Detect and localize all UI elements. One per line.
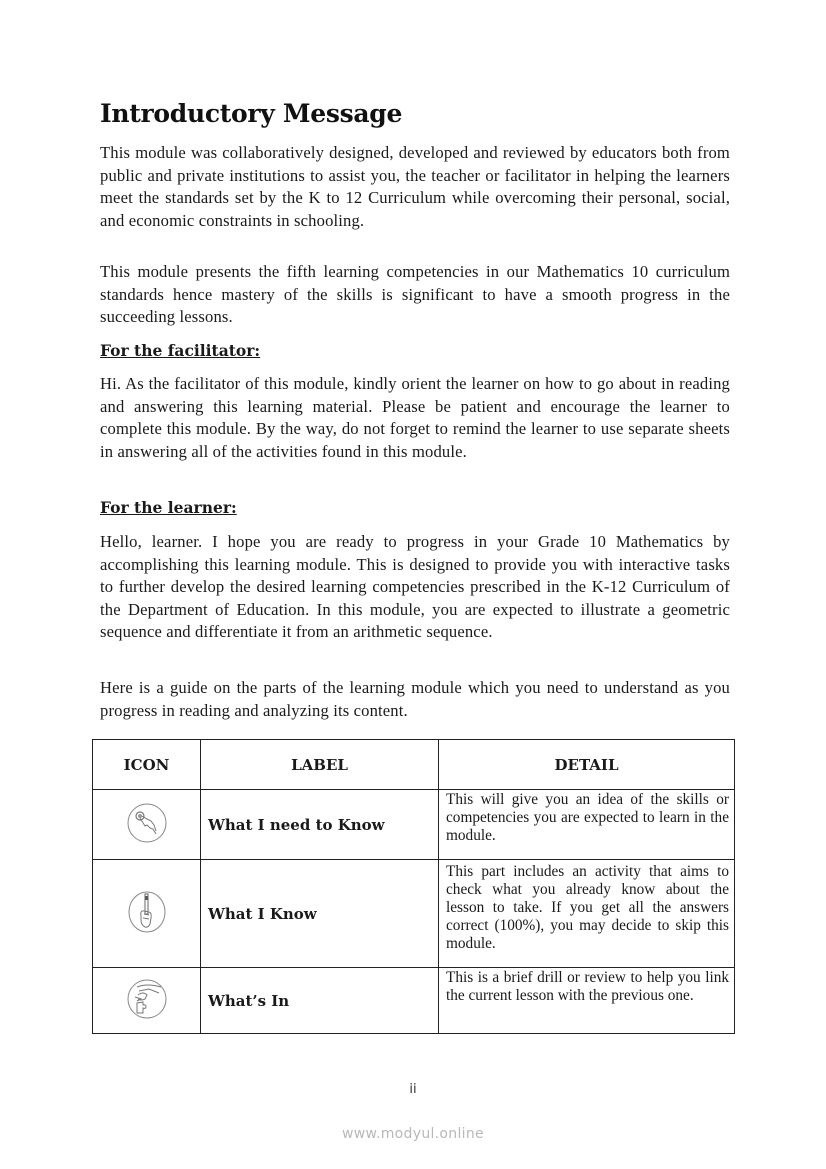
label-cell: What I need to Know [201,790,439,860]
table-row [93,860,735,968]
page-title: Introductory Message [100,99,403,128]
icon-cell [93,968,201,1034]
table-row [93,790,735,860]
facilitator-paragraph: Hi. As the facilitator of this module, kindly orient the learner on how to go about in reading and answering this learning material. Please be patient and encourage the learner to complete this module. By the way, do not forget to remind the learner to use separate sheets in answering all of the activities found in this module. [100,374,730,461]
detail-cell: This is a brief drill or review to help you link the current lesson with the previous one. [439,968,735,1034]
facilitator-heading: For the facilitator: [100,341,261,360]
page-number: ii [409,1082,417,1097]
icon-cell [93,790,201,860]
icon-cell [93,860,201,968]
learner-paragraph: Hello, learner. I hope you are ready to progress in your Grade 10 Mathematics by accomplishing this learning module. This is designed to provide you with interactive tasks to further develop the desired learning competencies prescribed in the K-12 Curriculum of the Department of Education. In this module, you are expected to illustrate a geometric sequence and differentiate it from an arithmetic sequence. [100,532,730,641]
intro-paragraph: This module was collaboratively designed, developed and reviewed by educators both from public and private institutions to assist you, the teacher or facilitator in helping the learners meet the standards set by the K to 12 Curriculum while overcoming their personal, social, and economic constraints in schooling. [100,143,730,230]
header-detail: DETAIL [439,740,735,790]
module-guide-table [92,739,735,1034]
table-header-row [93,740,735,790]
detail-cell: This will give you an idea of the skills or competencies you are expected to learn in the module. [439,790,735,860]
label-cell: What I Know [201,860,439,968]
presents-paragraph: This module presents the fifth learning competencies in our Mathematics 10 curriculum standards hence mastery of the skills is significant to have a smooth progress in the succeeding lessons. [100,262,730,326]
header-label: LABEL [201,740,439,790]
learner-heading: For the learner: [100,498,237,517]
guide-intro-paragraph: Here is a guide on the parts of the learning module which you need to understand as you progress in reading and analyzing its content. [100,678,730,720]
watermark: www.modyul.online [342,1126,484,1142]
detail-cell: This part includes an activity that aims to check what you already know about the lesson to take. If you get all the answers correct (100%), you may decide to skip this module. [439,860,735,968]
label-cell: What’s In [201,968,439,1034]
table-row [93,968,735,1034]
finger-touch-icon [125,801,169,845]
hand-pencil-icon [125,890,169,934]
header-icon: ICON [93,740,201,790]
hand-puzzle-icon [125,977,169,1021]
